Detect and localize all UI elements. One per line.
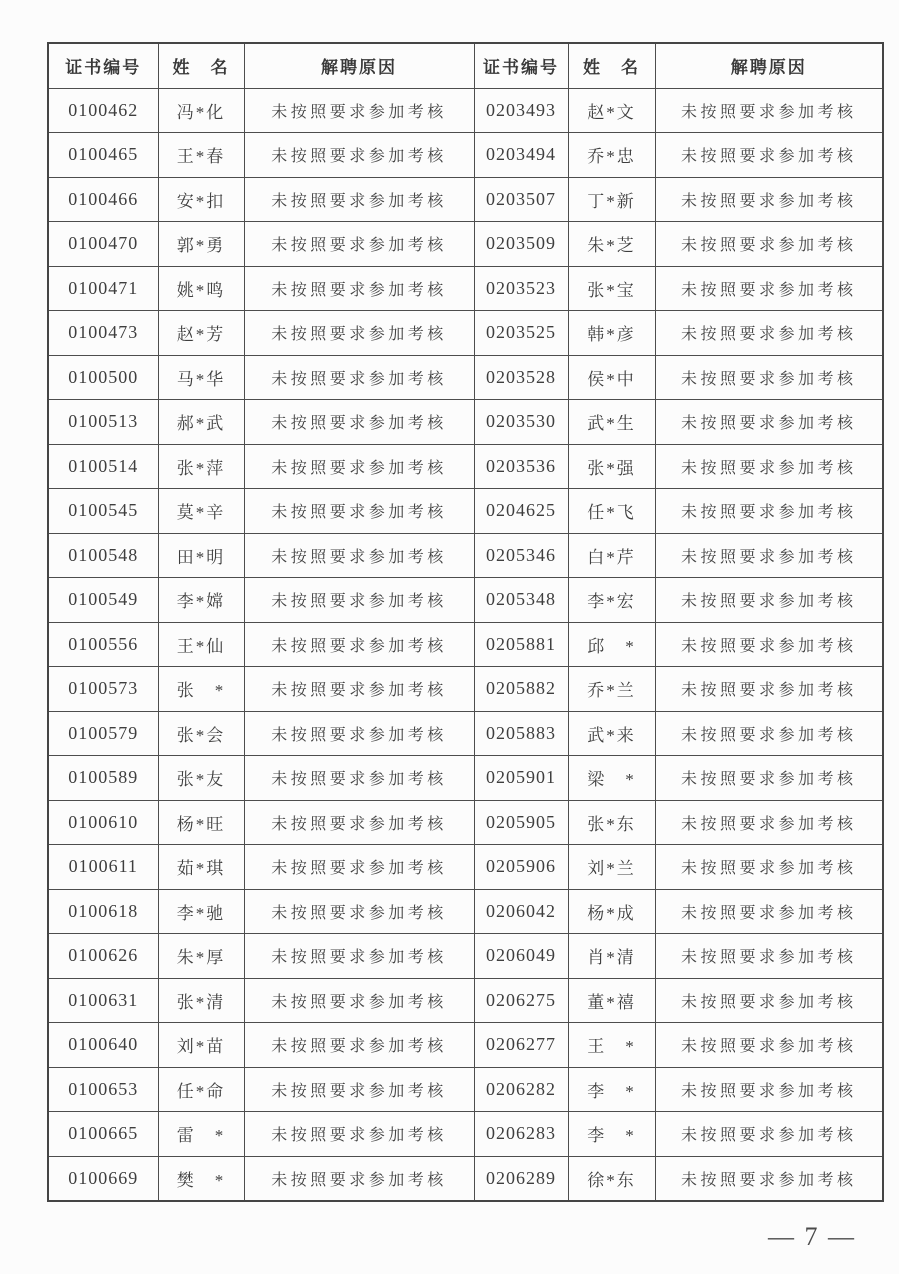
cert-number: 0203507 [474, 177, 568, 222]
person-name: 李*宏 [568, 578, 655, 623]
table-row [48, 177, 883, 222]
table-row [48, 266, 883, 311]
dismissal-reason: 未按照要求参加考核 [244, 266, 474, 311]
column-header-dismissal-reason: 解聘原因 [655, 43, 883, 88]
person-name: 雷 * [158, 1112, 244, 1157]
cert-number: 0100513 [48, 400, 158, 445]
person-name: 邱 * [568, 622, 655, 667]
dismissal-reason: 未按照要求参加考核 [244, 133, 474, 178]
person-name: 刘*苗 [158, 1023, 244, 1068]
dismissal-reason: 未按照要求参加考核 [244, 1023, 474, 1068]
table-row [48, 667, 883, 712]
person-name: 朱*厚 [158, 934, 244, 979]
column-header-person-name: 姓 名 [568, 43, 655, 88]
person-name: 董*禧 [568, 978, 655, 1023]
table-header [48, 43, 883, 88]
cert-number: 0100631 [48, 978, 158, 1023]
table-row [48, 489, 883, 534]
table-row [48, 711, 883, 756]
person-name: 王*仙 [158, 622, 244, 667]
cert-number: 0205906 [474, 845, 568, 890]
person-name: 朱*芝 [568, 222, 655, 267]
person-name: 任*命 [158, 1067, 244, 1112]
person-name: 王*春 [158, 133, 244, 178]
dismissal-reason: 未按照要求参加考核 [655, 1156, 883, 1201]
cert-number: 0100514 [48, 444, 158, 489]
cert-number: 0206049 [474, 934, 568, 979]
person-name: 李 * [568, 1112, 655, 1157]
person-name: 李 * [568, 1067, 655, 1112]
cert-number: 0100545 [48, 489, 158, 534]
person-name: 肖*清 [568, 934, 655, 979]
table-row [48, 622, 883, 667]
page-number: — 7 — [768, 1222, 856, 1251]
cert-number: 0100462 [48, 88, 158, 133]
dismissal-reason: 未按照要求参加考核 [244, 1156, 474, 1201]
dismissal-reason: 未按照要求参加考核 [655, 978, 883, 1023]
person-name: 杨*旺 [158, 800, 244, 845]
cert-number: 0100589 [48, 756, 158, 801]
cert-number: 0205901 [474, 756, 568, 801]
dismissal-reason: 未按照要求参加考核 [655, 1112, 883, 1157]
person-name: 韩*彦 [568, 311, 655, 356]
dismissal-reason: 未按照要求参加考核 [244, 355, 474, 400]
dismissal-reason: 未按照要求参加考核 [244, 489, 474, 534]
cert-number: 0100626 [48, 934, 158, 979]
table-row [48, 845, 883, 890]
dismissal-reason: 未按照要求参加考核 [655, 622, 883, 667]
person-name: 张*强 [568, 444, 655, 489]
person-name: 李*驰 [158, 889, 244, 934]
dismissal-reason: 未按照要求参加考核 [244, 622, 474, 667]
cert-number: 0206275 [474, 978, 568, 1023]
person-name: 安*扣 [158, 177, 244, 222]
table-row [48, 1156, 883, 1201]
cert-number: 0205905 [474, 800, 568, 845]
dismissal-roster-table [47, 42, 884, 1202]
cert-number: 0203525 [474, 311, 568, 356]
person-name: 任*飞 [568, 489, 655, 534]
cert-number: 0100466 [48, 177, 158, 222]
cert-number: 0100471 [48, 266, 158, 311]
person-name: 赵*文 [568, 88, 655, 133]
dismissal-reason: 未按照要求参加考核 [244, 177, 474, 222]
dismissal-reason: 未按照要求参加考核 [244, 533, 474, 578]
table-row [48, 355, 883, 400]
dismissal-reason: 未按照要求参加考核 [655, 355, 883, 400]
table-row [48, 978, 883, 1023]
cert-number: 0100611 [48, 845, 158, 890]
cert-number: 0100610 [48, 800, 158, 845]
person-name: 侯*中 [568, 355, 655, 400]
cert-number: 0203530 [474, 400, 568, 445]
column-header-dismissal-reason: 解聘原因 [244, 43, 474, 88]
dismissal-reason: 未按照要求参加考核 [655, 756, 883, 801]
cert-number: 0100669 [48, 1156, 158, 1201]
dismissal-reason: 未按照要求参加考核 [244, 667, 474, 712]
dismissal-reason: 未按照要求参加考核 [244, 756, 474, 801]
person-name: 张*会 [158, 711, 244, 756]
person-name: 姚*鸣 [158, 266, 244, 311]
person-name: 茹*琪 [158, 845, 244, 890]
cert-number: 0205882 [474, 667, 568, 712]
table-row [48, 934, 883, 979]
cert-number: 0204625 [474, 489, 568, 534]
cert-number: 0203528 [474, 355, 568, 400]
person-name: 张 * [158, 667, 244, 712]
cert-number: 0100549 [48, 578, 158, 623]
table-row [48, 400, 883, 445]
cert-number: 0100579 [48, 711, 158, 756]
person-name: 乔*忠 [568, 133, 655, 178]
dismissal-reason: 未按照要求参加考核 [244, 800, 474, 845]
table-row [48, 1023, 883, 1068]
dismissal-reason: 未按照要求参加考核 [655, 934, 883, 979]
column-header-cert-number: 证书编号 [48, 43, 158, 88]
cert-number: 0100653 [48, 1067, 158, 1112]
dismissal-reason: 未按照要求参加考核 [655, 177, 883, 222]
table-row [48, 222, 883, 267]
dismissal-reason: 未按照要求参加考核 [655, 889, 883, 934]
cert-number: 0206282 [474, 1067, 568, 1112]
cert-number: 0100470 [48, 222, 158, 267]
person-name: 田*明 [158, 533, 244, 578]
dismissal-reason: 未按照要求参加考核 [244, 222, 474, 267]
person-name: 李*嫦 [158, 578, 244, 623]
person-name: 郭*勇 [158, 222, 244, 267]
person-name: 白*芹 [568, 533, 655, 578]
person-name: 梁 * [568, 756, 655, 801]
cert-number: 0100573 [48, 667, 158, 712]
person-name: 武*来 [568, 711, 655, 756]
cert-number: 0100465 [48, 133, 158, 178]
column-header-cert-number: 证书编号 [474, 43, 568, 88]
dismissal-reason: 未按照要求参加考核 [655, 222, 883, 267]
person-name: 樊 * [158, 1156, 244, 1201]
dismissal-reason: 未按照要求参加考核 [655, 711, 883, 756]
cert-number: 0100618 [48, 889, 158, 934]
dismissal-reason: 未按照要求参加考核 [244, 1067, 474, 1112]
dismissal-reason: 未按照要求参加考核 [655, 533, 883, 578]
person-name: 冯*化 [158, 88, 244, 133]
dismissal-reason: 未按照要求参加考核 [244, 845, 474, 890]
cert-number: 0203536 [474, 444, 568, 489]
dismissal-reason: 未按照要求参加考核 [244, 711, 474, 756]
dismissal-reason: 未按照要求参加考核 [655, 1067, 883, 1112]
dismissal-reason: 未按照要求参加考核 [244, 978, 474, 1023]
person-name: 张*宝 [568, 266, 655, 311]
person-name: 马*华 [158, 355, 244, 400]
dismissal-reason: 未按照要求参加考核 [244, 400, 474, 445]
dismissal-reason: 未按照要求参加考核 [244, 578, 474, 623]
cert-number: 0100473 [48, 311, 158, 356]
cert-number: 0205348 [474, 578, 568, 623]
person-name: 杨*成 [568, 889, 655, 934]
person-name: 武*生 [568, 400, 655, 445]
table-row [48, 533, 883, 578]
table-row [48, 444, 883, 489]
cert-number: 0203493 [474, 88, 568, 133]
cert-number: 0100500 [48, 355, 158, 400]
cert-number: 0100548 [48, 533, 158, 578]
dismissal-reason: 未按照要求参加考核 [244, 889, 474, 934]
dismissal-reason: 未按照要求参加考核 [655, 667, 883, 712]
dismissal-reason: 未按照要求参加考核 [655, 1023, 883, 1068]
person-name: 徐*东 [568, 1156, 655, 1201]
cert-number: 0100665 [48, 1112, 158, 1157]
cert-number: 0206289 [474, 1156, 568, 1201]
dismissal-reason: 未按照要求参加考核 [244, 311, 474, 356]
table-row [48, 88, 883, 133]
person-name: 张*友 [158, 756, 244, 801]
dismissal-reason: 未按照要求参加考核 [655, 88, 883, 133]
person-name: 张*清 [158, 978, 244, 1023]
header-row [48, 43, 883, 88]
column-header-person-name: 姓 名 [158, 43, 244, 88]
table-body [48, 88, 883, 1201]
table-row [48, 1067, 883, 1112]
cert-number: 0203523 [474, 266, 568, 311]
person-name: 莫*辛 [158, 489, 244, 534]
cert-number: 0203509 [474, 222, 568, 267]
dismissal-reason: 未按照要求参加考核 [655, 444, 883, 489]
dismissal-reason: 未按照要求参加考核 [655, 489, 883, 534]
table-row [48, 800, 883, 845]
cert-number: 0100640 [48, 1023, 158, 1068]
cert-number: 0206283 [474, 1112, 568, 1157]
dismissal-reason: 未按照要求参加考核 [244, 1112, 474, 1157]
dismissal-reason: 未按照要求参加考核 [655, 578, 883, 623]
cert-number: 0100556 [48, 622, 158, 667]
person-name: 刘*兰 [568, 845, 655, 890]
dismissal-reason: 未按照要求参加考核 [244, 88, 474, 133]
cert-number: 0206042 [474, 889, 568, 934]
table-row [48, 133, 883, 178]
cert-number: 0205883 [474, 711, 568, 756]
cert-number: 0203494 [474, 133, 568, 178]
person-name: 乔*兰 [568, 667, 655, 712]
dismissal-reason: 未按照要求参加考核 [244, 444, 474, 489]
person-name: 王 * [568, 1023, 655, 1068]
dismissal-reason: 未按照要求参加考核 [655, 133, 883, 178]
person-name: 丁*新 [568, 177, 655, 222]
person-name: 张*东 [568, 800, 655, 845]
cert-number: 0206277 [474, 1023, 568, 1068]
table-row [48, 1112, 883, 1157]
cert-number: 0205881 [474, 622, 568, 667]
dismissal-reason: 未按照要求参加考核 [244, 934, 474, 979]
dismissal-reason: 未按照要求参加考核 [655, 400, 883, 445]
cert-number: 0205346 [474, 533, 568, 578]
person-name: 郝*武 [158, 400, 244, 445]
dismissal-reason: 未按照要求参加考核 [655, 266, 883, 311]
dismissal-reason: 未按照要求参加考核 [655, 311, 883, 356]
person-name: 张*萍 [158, 444, 244, 489]
table-row [48, 578, 883, 623]
table-row [48, 756, 883, 801]
table-row [48, 889, 883, 934]
person-name: 赵*芳 [158, 311, 244, 356]
table-row [48, 311, 883, 356]
dismissal-reason: 未按照要求参加考核 [655, 845, 883, 890]
dismissal-reason: 未按照要求参加考核 [655, 800, 883, 845]
